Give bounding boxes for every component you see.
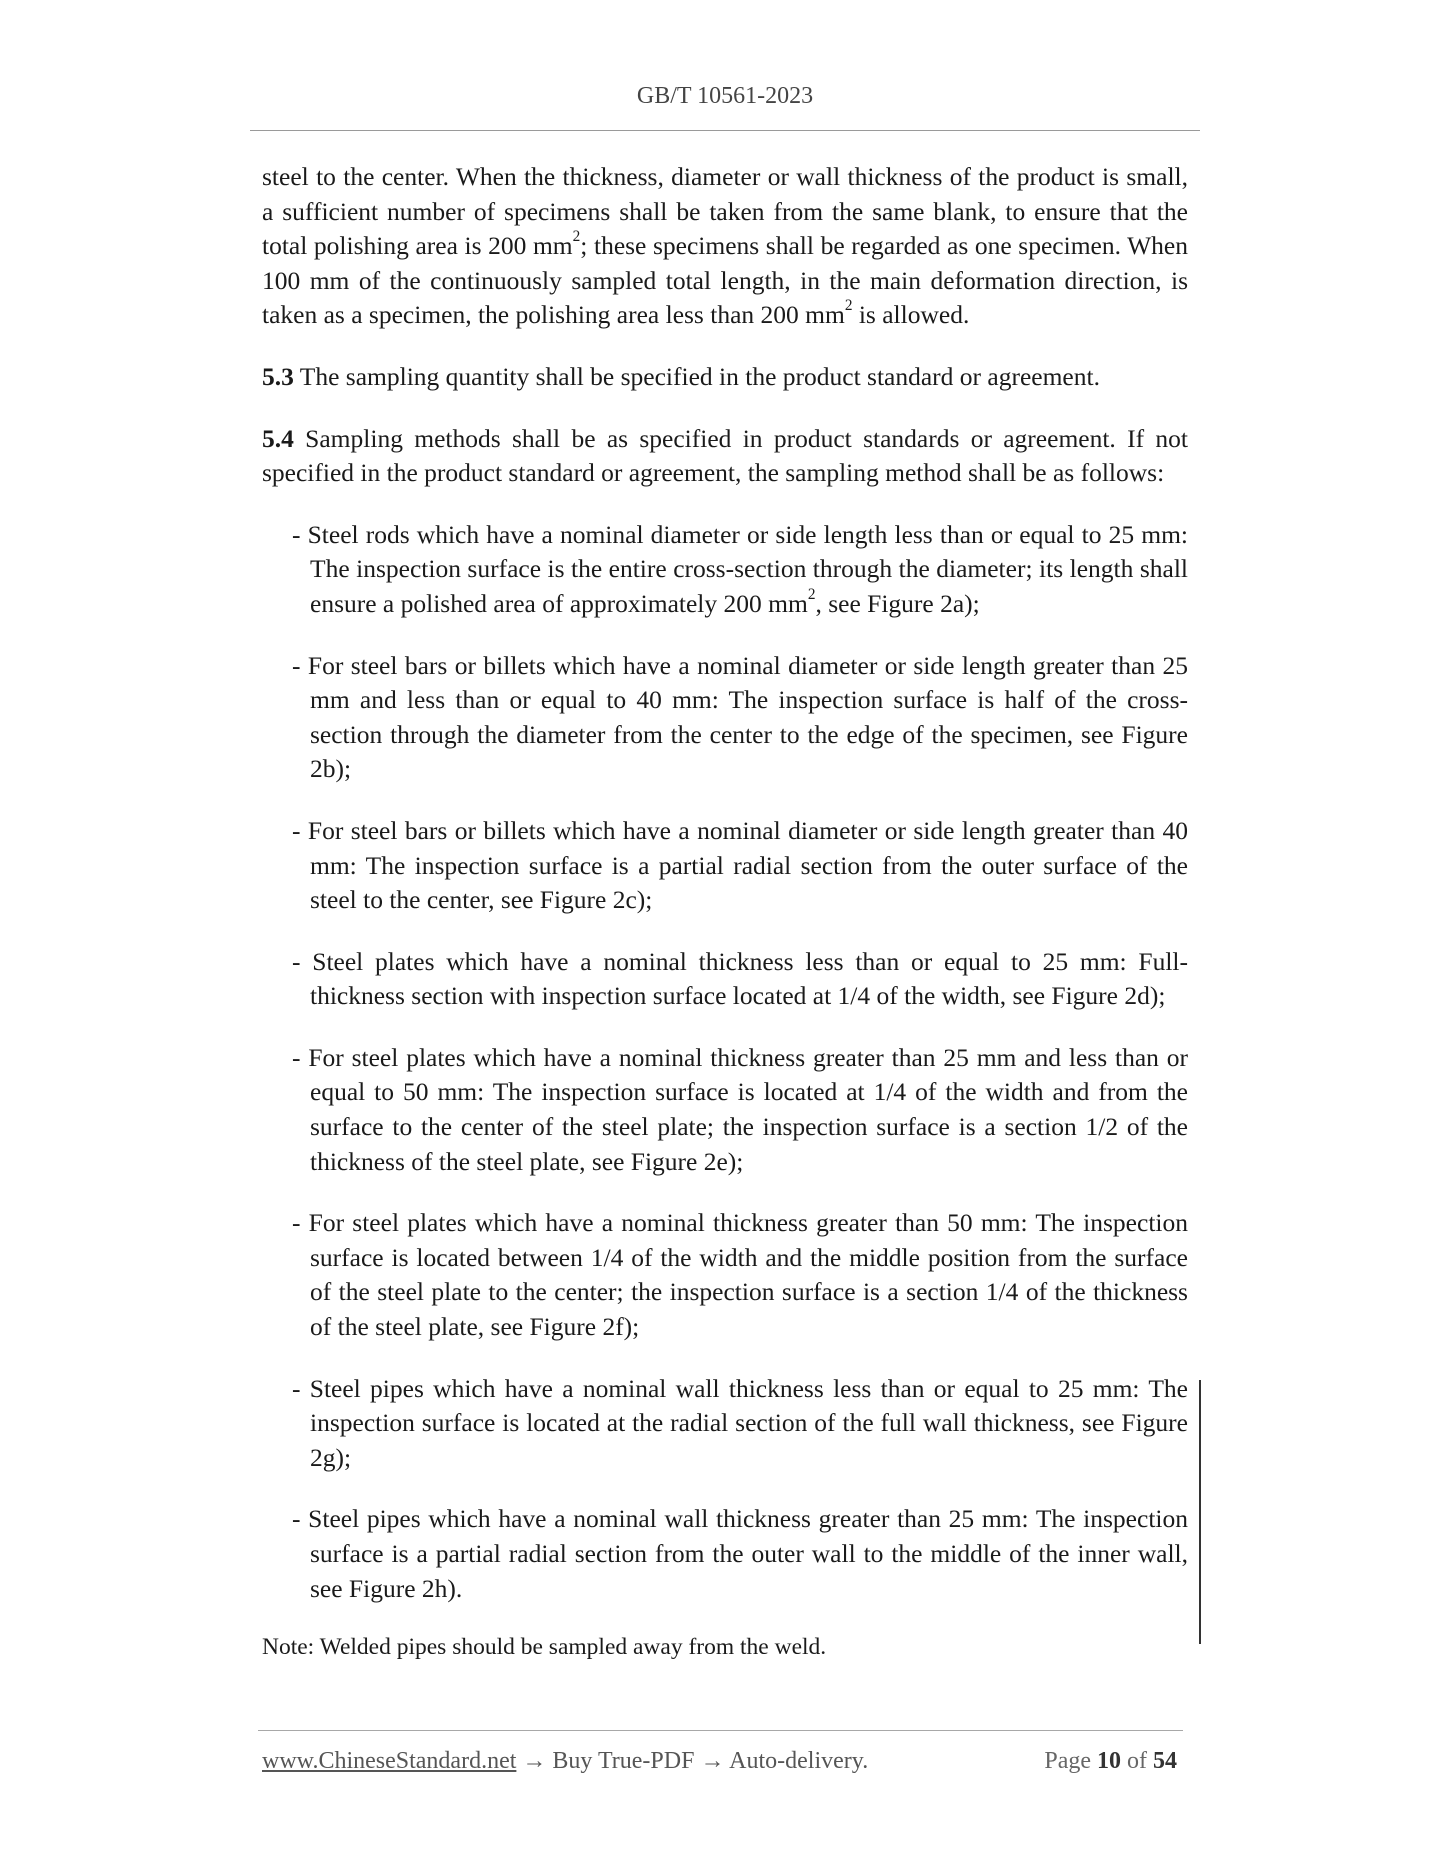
clause-5-4 xyxy=(262,422,1188,491)
paragraph-continuation xyxy=(262,160,1188,333)
arrow-icon: → xyxy=(700,1748,725,1774)
list-item-text: - Steel rods which have a nominal diameter or side length less than or equal to 25 mm: The inspection surface is the entire cross-section through the diameter; its length shall ensure a polished area of approximately 200 mm xyxy=(292,519,1188,618)
arrow-icon: → xyxy=(522,1748,547,1774)
list-item-steel-rods xyxy=(292,518,1188,622)
buy-text: Buy True-PDF xyxy=(552,1748,695,1774)
clause-text: The sampling quantity shall be specified in the product standard or agreement. xyxy=(293,361,1100,391)
clause-text: Sampling methods shall be as specified in product standards or agreement. If not specified in the product standard or agreement, the sampling method shall be as follows: xyxy=(262,423,1188,488)
footer-divider xyxy=(258,1730,1183,1731)
list-item-plates-upto-25: - Steel plates which have a nominal thickness less than or equal to 25 mm: Full-thickness section with inspection surface located at 1/4 of the width, see Figure 2d); xyxy=(292,946,1188,1011)
of-label: of xyxy=(1127,1748,1147,1774)
list-item-plates-over-50: - For steel plates which have a nominal thickness greater than 50 mm: The inspection surface is located between 1/4 of the width and the middle position from the surface of the steel plate to the center; the inspection surface is a section 1/4 of the thickness of the steel plate, see Figure 2f); xyxy=(292,1208,1188,1342)
header-divider xyxy=(250,130,1200,131)
paragraph-text: ; these specimens shall be regarded as one specimen. When 100 mm of the continuously sampled total length, in the main deformation direction, is taken as a specimen, the polishing area less than 200 mm xyxy=(262,231,1188,330)
list-item-pipes-over-25: - Steel pipes which have a nominal wall thickness greater than 25 mm: The inspection surface is a partial radial section from the outer wall to the middle of the inner wall, see Figure 2h). xyxy=(292,1504,1188,1603)
page-label: Page xyxy=(1044,1748,1091,1774)
page-number: 10 xyxy=(1097,1748,1121,1774)
list-item-plates-25-50: - For steel plates which have a nominal thickness greater than 25 mm and less than or equal to 50 mm: The inspection surface is located at 1/4 of the width and from the surface to the center of the steel plate; the inspection surface is a section 1/2 of the thickness of the steel plate, see Figure 2e); xyxy=(292,1042,1188,1176)
clause-5-3 xyxy=(262,360,1188,395)
clause-number: 5.4 xyxy=(262,423,294,453)
list-item-bars-over-40: - For steel bars or billets which have a nominal diameter or side length greater than 40 mm: The inspection surface is a partial radial section from the outer surface of the steel to the center, see Figure 2c); xyxy=(292,815,1188,915)
note: Note: Welded pipes should be sampled away from the weld. xyxy=(262,1634,827,1661)
page-total: 54 xyxy=(1153,1748,1177,1774)
delivery-text: Auto-delivery. xyxy=(729,1748,869,1774)
clause-number: 5.3 xyxy=(262,361,294,391)
paragraph-text: steel to the center. When the thickness, diameter or wall thickness of the product is small, a sufficient number of specimens shall be taken from the same blank, to ensure that the total polishing area is 200 mm xyxy=(262,162,1188,261)
footer-promo xyxy=(262,1748,868,1775)
website-link[interactable]: www.ChineseStandard.net xyxy=(262,1748,517,1774)
document-header: GB/T 10561-2023 xyxy=(636,83,814,109)
superscript: 2 xyxy=(572,228,581,246)
superscript: 2 xyxy=(844,297,853,315)
list-item-bars-25-40: - For steel bars or billets which have a nominal diameter or side length greater than 25 mm and less than or equal to 40 mm: The inspection surface is half of the cross-section through the diameter from the center to the edge of the specimen, see Figure 2b); xyxy=(292,650,1188,784)
revision-change-bar xyxy=(1199,1380,1201,1644)
superscript: 2 xyxy=(807,585,816,603)
page-body xyxy=(262,160,1188,1687)
list-item-pipes-upto-25: - Steel pipes which have a nominal wall thickness less than or equal to 25 mm: The inspection surface is located at the radial section of the full wall thickness, see Figure 2g); xyxy=(292,1373,1188,1472)
list-item-text: , see Figure 2a); xyxy=(815,588,980,618)
page-indicator xyxy=(1044,1748,1177,1775)
paragraph-text: is allowed. xyxy=(852,300,970,330)
